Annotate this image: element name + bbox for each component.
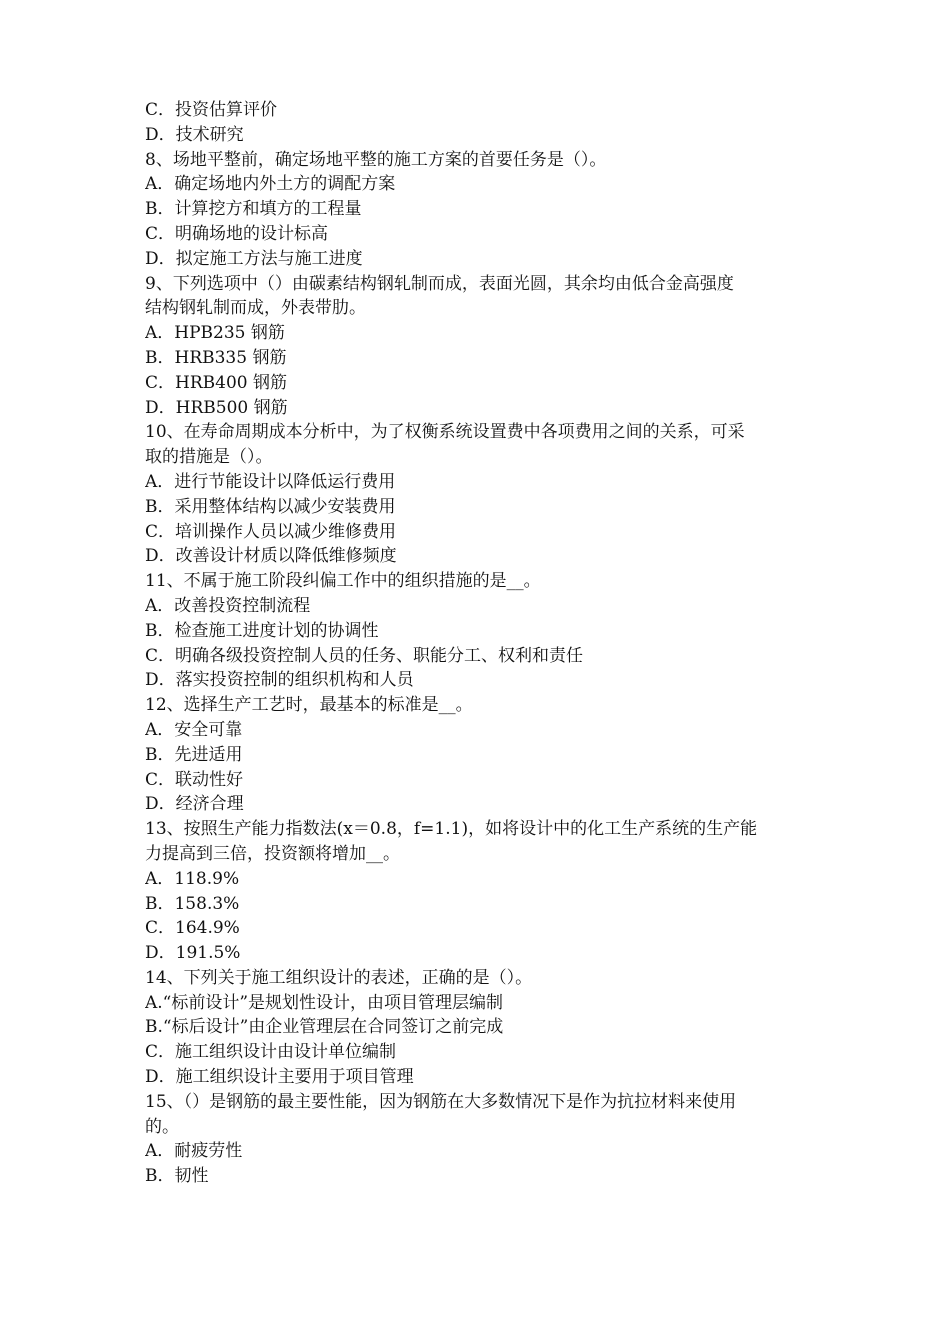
option-a-q10: A．进行节能设计以降低运行费用 — [145, 471, 396, 492]
question-11: 11、不属于施工阶段纠偏工作中的组织措施的是__。 — [145, 571, 541, 592]
option-d-q8: D．拟定施工方法与施工进度 — [145, 248, 363, 269]
option-c-q13: C．164.9% — [145, 918, 240, 939]
option-d-q11: D．落实投资控制的组织机构和人员 — [145, 670, 414, 691]
option-d-q14: D．施工组织设计主要用于项目管理 — [145, 1067, 414, 1088]
option-a-q15: A．耐疲劳性 — [145, 1141, 243, 1162]
question-9-line-2: 结构钢轧制而成，外表带肋。 — [145, 298, 366, 319]
option-c-q14: C．施工组织设计由设计单位编制 — [145, 1042, 397, 1063]
question-15-line-1: 15、（）是钢筋的最主要性能，因为钢筋在大多数情况下是作为抗拉材料来使用 — [145, 1091, 737, 1112]
option-a-q9: A．HPB235 钢筋 — [145, 323, 285, 344]
option-c-q12: C．联动性好 — [145, 769, 244, 790]
option-b-q11: B．检查施工进度计划的协调性 — [145, 620, 379, 641]
option-d-q10: D．改善设计材质以降低维修频度 — [145, 546, 397, 567]
option-a-q14: A.“标前设计”是规划性设计，由项目管理层编制 — [145, 992, 504, 1013]
option-b-q13: B．158.3% — [145, 893, 240, 914]
option-b-q9: B．HRB335 钢筋 — [145, 347, 287, 368]
question-14: 14、下列关于施工组织设计的表述，正确的是（）。 — [145, 967, 533, 988]
document-body — [145, 98, 810, 1189]
question-9-line-1: 9、下列选项中（）由碳素结构钢轧制而成，表面光圆，其余均由低合金高强度 — [145, 273, 734, 294]
option-d-q7: D．技术研究 — [145, 124, 244, 145]
option-a-q11: A．改善投资控制流程 — [145, 595, 311, 616]
option-b-q12: B．先进适用 — [145, 744, 243, 765]
option-a-q12: A．安全可靠 — [145, 719, 243, 740]
option-b-q15: B．韧性 — [145, 1166, 209, 1187]
question-15-line-2: 的。 — [145, 1116, 179, 1137]
question-12: 12、选择生产工艺时，最基本的标准是__。 — [145, 695, 473, 716]
question-10-line-1: 10、在寿命周期成本分析中，为了权衡系统设置费中各项费用之间的关系，可采 — [145, 422, 745, 443]
option-d-q9: D．HRB500 钢筋 — [145, 397, 288, 418]
option-c-q7: C．投资估算评价 — [145, 100, 278, 120]
option-c-q10: C．培训操作人员以减少维修费用 — [145, 521, 397, 542]
option-c-q9: C．HRB400 钢筋 — [145, 372, 287, 393]
option-d-q13: D．191.5% — [145, 943, 241, 964]
option-c-q11: C．明确各级投资控制人员的任务、职能分工、权利和责任 — [145, 645, 584, 666]
option-a-q13: A．118.9% — [145, 868, 240, 889]
option-b-q8: B．计算挖方和填方的工程量 — [145, 199, 362, 220]
option-b-q10: B．采用整体结构以减少安装费用 — [145, 496, 396, 517]
question-10-line-2: 取的措施是（）。 — [145, 447, 273, 468]
option-a-q8: A．确定场地内外土方的调配方案 — [145, 174, 396, 195]
option-b-q14: B.“标后设计”由企业管理层在合同签订之前完成 — [145, 1017, 504, 1038]
question-13-line-2: 力提高到三倍，投资额将增加__。 — [145, 843, 400, 864]
option-d-q12: D．经济合理 — [145, 794, 244, 815]
option-c-q8: C．明确场地的设计标高 — [145, 223, 329, 244]
question-13-line-1: 13、按照生产能力指数法(x＝0.8，f=1.1)，如将设计中的化工生产系统的生产能 — [145, 819, 758, 840]
question-8: 8、场地平整前，确定场地平整的施工方案的首要任务是（）。 — [145, 149, 607, 170]
